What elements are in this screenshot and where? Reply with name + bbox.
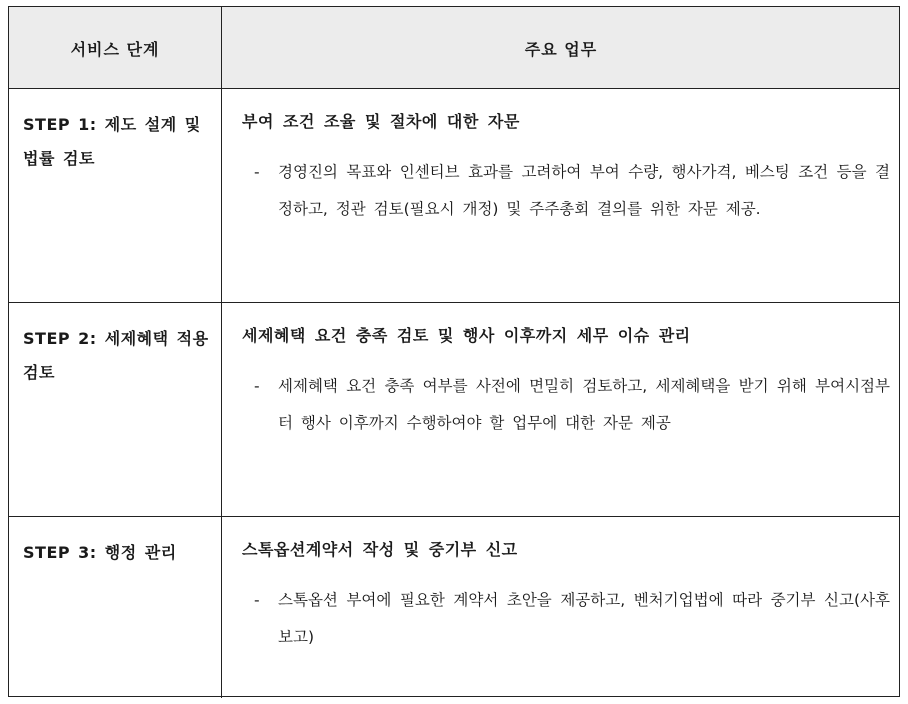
stage-label: STEP 3: 행정 관리 bbox=[23, 543, 177, 562]
task-description bbox=[242, 582, 890, 656]
stage-label: STEP 1: 제도 설계 및 법률 검토 bbox=[23, 115, 201, 168]
table-row bbox=[9, 89, 899, 303]
service-table bbox=[8, 6, 900, 697]
task-description-text: 경영진의 목표와 인센티브 효과를 고려하여 부여 수량, 행사가격, 베스팅 조건 등을 결정하고, 정관 검토(필요시 개정) 및 주주총회 결의를 위한 자문 제공. bbox=[278, 163, 890, 218]
task-description bbox=[242, 368, 890, 442]
column-divider bbox=[221, 7, 222, 88]
table-header-row bbox=[9, 7, 899, 89]
task-cell bbox=[242, 108, 890, 228]
table-row bbox=[9, 303, 899, 517]
header-tasks: 주요 업무 bbox=[524, 39, 598, 59]
task-description-text: 세제혜택 요건 충족 여부를 사전에 면밀히 검토하고, 세제혜택을 받기 위해 부여시점부터 행사 이후까지 수행하여야 할 업무에 대한 자문 제공 bbox=[278, 377, 890, 432]
stage-label: STEP 2: 세제혜택 적용 검토 bbox=[23, 329, 209, 382]
task-title: 세제혜택 요건 충족 검토 및 행사 이후까지 세무 이슈 관리 bbox=[242, 326, 691, 345]
column-divider bbox=[221, 303, 222, 516]
header-stage: 서비스 단계 bbox=[70, 39, 160, 59]
bullet-dash: - bbox=[254, 591, 260, 609]
column-divider bbox=[221, 517, 222, 698]
bullet-dash: - bbox=[254, 163, 260, 181]
bullet-dash: - bbox=[254, 377, 260, 395]
task-title: 스톡옵션계약서 작성 및 중기부 신고 bbox=[242, 540, 518, 559]
table-row bbox=[9, 517, 899, 698]
task-cell bbox=[242, 322, 890, 442]
task-description bbox=[242, 154, 890, 228]
column-divider bbox=[221, 89, 222, 302]
task-description-text: 스톡옵션 부여에 필요한 계약서 초안을 제공하고, 벤처기업법에 따라 중기부 신고(사후 보고) bbox=[278, 591, 890, 646]
task-title: 부여 조건 조율 및 절차에 대한 자문 bbox=[242, 112, 520, 131]
task-cell bbox=[242, 536, 890, 656]
